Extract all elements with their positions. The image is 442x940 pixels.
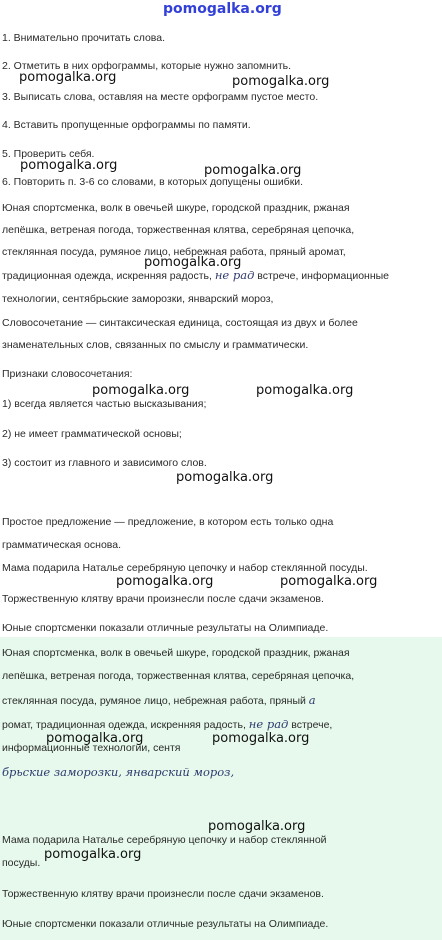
watermark: pomogalka.org xyxy=(176,470,274,485)
words-line-4-text: традиционная одежда, искренняя радость, xyxy=(2,270,212,282)
step-6: 6. Повторить п. 3-6 со словами, в которых допущены ошибки. xyxy=(2,176,304,188)
words-line-4 xyxy=(2,269,389,283)
answer-sentence-3: Юные спортсменки показали отличные результаты на Олимпиаде. xyxy=(2,918,329,930)
answer-line-5: информационные технологии, сентя xyxy=(2,742,181,754)
watermark: pomogalka.org xyxy=(280,574,378,589)
definition-line-1: Словосочетание — синтаксическая единица, состоящая из двух и более xyxy=(2,317,358,329)
words-line-5: технологии, сентябрьские заморозки, январский мороз, xyxy=(2,293,274,305)
answer-sentence-2: Торжественную клятву врачи произнесли после сдачи экзаменов. xyxy=(2,888,324,900)
words-line-2: лепёшка, ветреная погода, торжественная клятва, серебряная цепочка, xyxy=(2,224,355,236)
watermark: pomogalka.org xyxy=(256,383,354,398)
watermark: pomogalka.org xyxy=(19,70,117,85)
watermark: pomogalka.org xyxy=(116,574,214,589)
watermark: pomogalka.org xyxy=(204,163,302,178)
watermark: pomogalka.org xyxy=(144,255,242,270)
step-3: 3. Выписать слова, оставляя на месте орфограмм пустое место. xyxy=(2,91,319,103)
answer-sentence-1: Мама подарила Наталье серебряную цепочку и набор стеклянной xyxy=(2,834,327,846)
answer-line-4-tail: встрече, xyxy=(291,719,333,731)
answer-line-3-text: стеклянная посуда, румяное лицо, небрежная работа, пряный xyxy=(2,695,306,707)
watermark-top: pomogalka.org xyxy=(163,1,282,17)
step-5: 5. Проверить себя. xyxy=(2,148,95,160)
answer-line-6-handwritten: брьские заморозки, январский мороз, xyxy=(2,765,235,779)
sentence-3: Юные спортсменки показали отличные результаты на Олимпиаде. xyxy=(2,622,329,634)
answer-line-4-text: ромат, традиционная одежда, искренняя радость, xyxy=(2,719,246,731)
answer-line-3 xyxy=(2,694,316,708)
answer-line-4 xyxy=(2,718,332,732)
step-2: 2. Отметить в них орфограммы, которые нужно запомнить. xyxy=(2,60,292,72)
sentence-1: Мама подарила Наталье серебряную цепочку и набор стеклянной посуды. xyxy=(2,562,368,574)
feature-3: 3) состоит из главного и зависимого слов. xyxy=(2,457,207,469)
watermark: pomogalka.org xyxy=(46,731,144,746)
features-title: Признаки словосочетания: xyxy=(2,368,133,380)
watermark: pomogalka.org xyxy=(20,158,118,173)
feature-1: 1) всегда является частью высказывания; xyxy=(2,398,207,410)
step-4: 4. Вставить пропущенные орфограммы по памяти. xyxy=(2,119,251,131)
simple-sentence-line-2: грамматическая основа. xyxy=(2,539,122,551)
answer-line-2: лепёшка, ветреная погода, торжественная клятва, серебряная цепочка, xyxy=(2,670,355,682)
definition-line-2: знаменательных слов, связанных по смыслу и грамматически. xyxy=(2,339,309,351)
answer-line-1: Юная спортсменка, волк в овечьей шкуре, городской праздник, ржаная xyxy=(2,647,350,659)
watermark: pomogalka.org xyxy=(232,74,330,89)
words-line-4-tail: встрече, информационные xyxy=(257,270,390,282)
watermark: pomogalka.org xyxy=(92,383,190,398)
watermark: pomogalka.org xyxy=(212,731,310,746)
sentence-2: Торжественную клятву врачи произнесли после сдачи экзаменов. xyxy=(2,593,324,605)
handwritten-a: а xyxy=(308,693,316,707)
answer-sentence-1-end: посуды. xyxy=(2,857,41,869)
step-1: 1. Внимательно прочитать слова. xyxy=(2,32,166,44)
handwritten-ne-rad: не рад xyxy=(214,268,255,282)
watermark: pomogalka.org xyxy=(208,819,306,834)
words-line-1: Юная спортсменка, волк в овечьей шкуре, городской праздник, ржаная xyxy=(2,202,350,214)
simple-sentence-line-1: Простое предложение — предложение, в котором есть только одна xyxy=(2,516,334,528)
words-line-3: стеклянная посуда, румяное лицо, небрежная работа, пряный аромат, xyxy=(2,246,346,258)
handwritten-ne-rad-2: не рад xyxy=(248,717,289,731)
watermark: pomogalka.org xyxy=(44,847,142,862)
feature-2: 2) не имеет грамматической основы; xyxy=(2,428,182,440)
